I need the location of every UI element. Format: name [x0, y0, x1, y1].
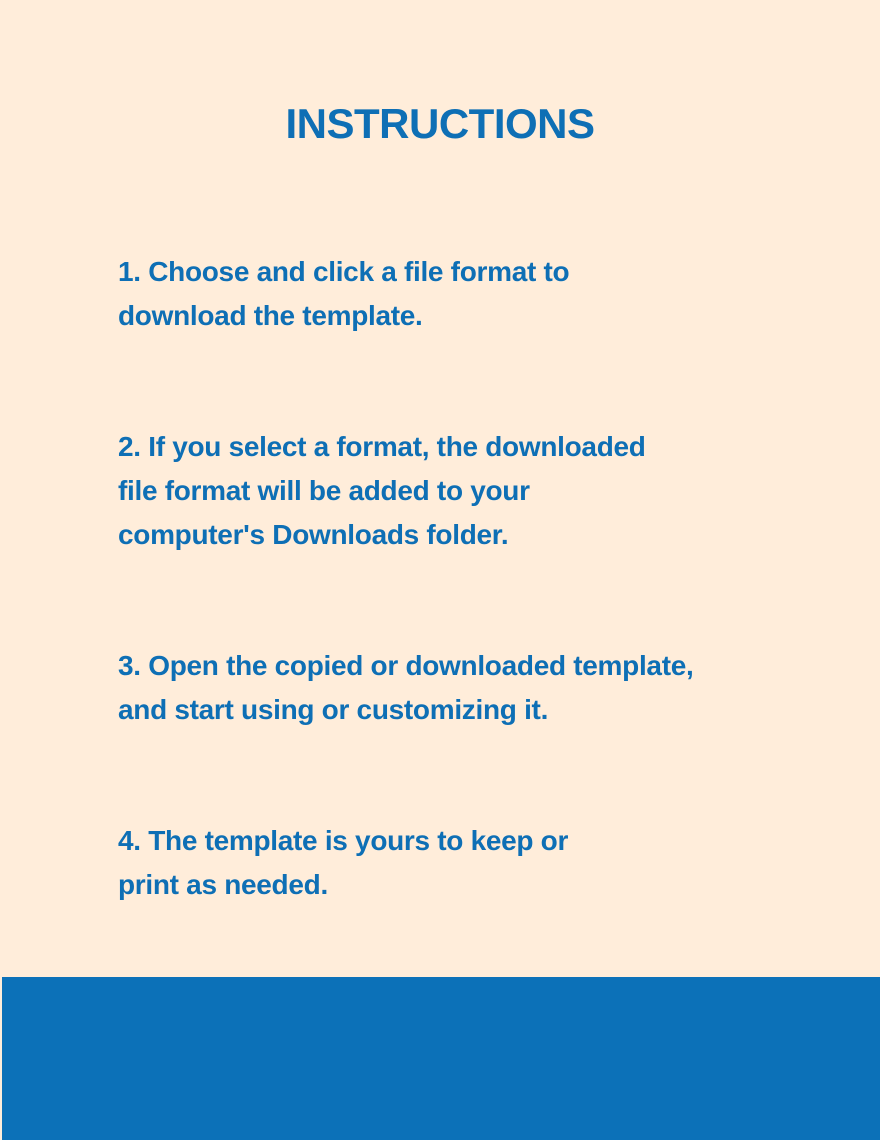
page-title: INSTRUCTIONS — [285, 100, 595, 147]
step-line: computer's Downloads folder. — [118, 519, 509, 550]
step-line: print as needed. — [118, 869, 328, 900]
step-line: 1. Choose and click a file format to — [118, 256, 570, 287]
step-line: 3. Open the copied or downloaded template, — [118, 650, 694, 681]
instruction-step-4 — [118, 819, 568, 907]
step-line: download the template. — [118, 300, 423, 331]
step-line: 4. The template is yours to keep or — [118, 825, 569, 856]
step-line: file format will be added to your — [118, 475, 530, 506]
instruction-step-3 — [118, 644, 693, 732]
instruction-step-2 — [118, 425, 646, 557]
footer-band — [2, 977, 880, 1140]
step-line: and start using or customizing it. — [118, 694, 549, 725]
instruction-step-1 — [118, 250, 569, 338]
step-line: 2. If you select a format, the downloaded — [118, 431, 646, 462]
